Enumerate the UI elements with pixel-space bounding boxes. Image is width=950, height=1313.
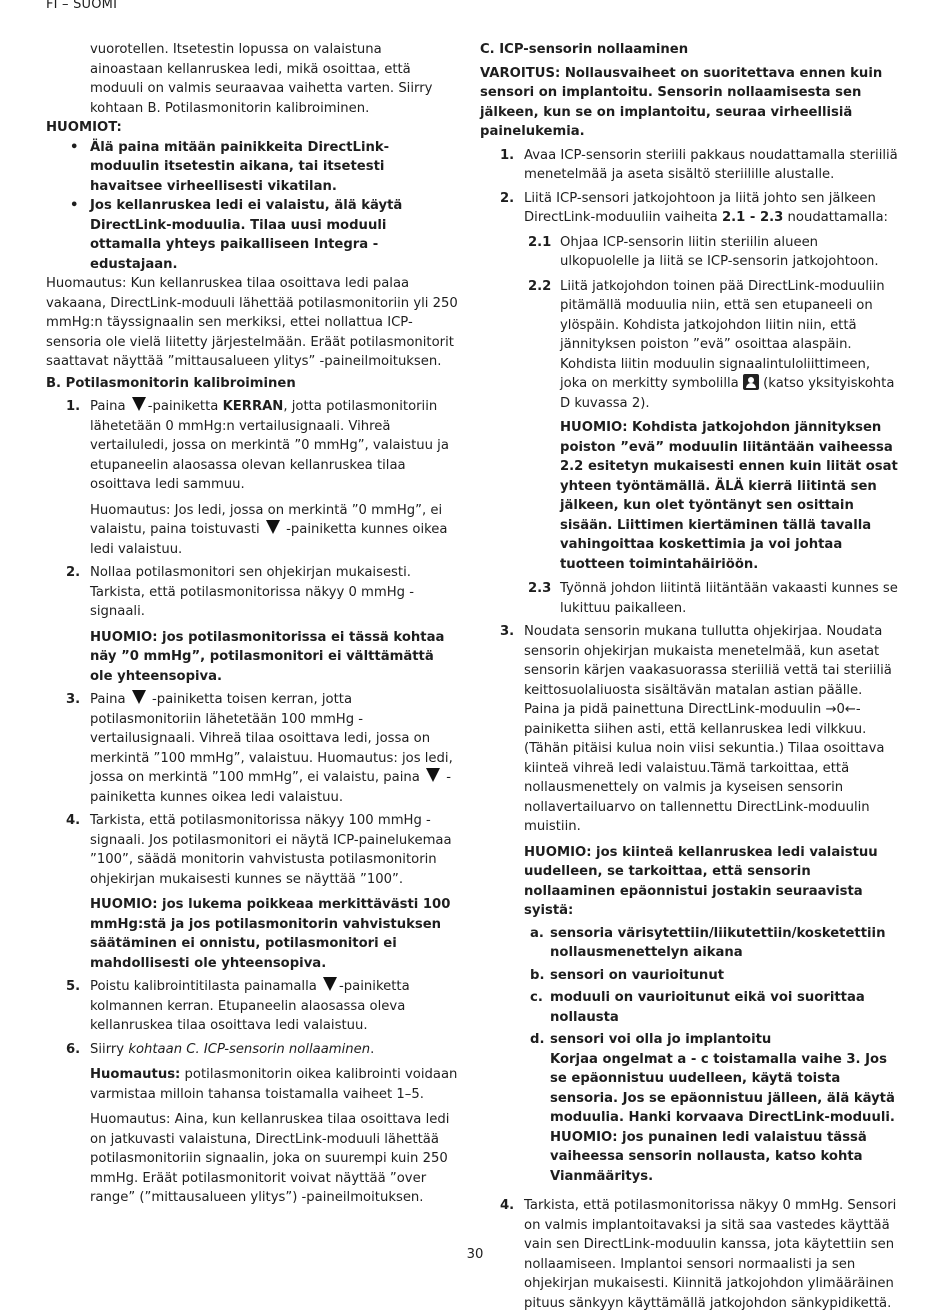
page-number: 30 xyxy=(466,1247,484,1262)
step-text: -painiketta siihen asti, että kellanruskea ledi vilkkuu. (Tähän pitäisi kulua noin viisi sekuntia.) Tilaa osoittava kiinteä vihreä ledi valaistuu.Tämä tarkoittaa, että nollausmenettely on valmis ja kyseisen sensorin nollavertailuarvo on tallennettu DirectLink-moduulin muistiin. xyxy=(524,702,885,834)
reason-text: moduuli on vaurioitunut eikä voi suorittaa nollausta xyxy=(550,990,865,1025)
step-c2-3 xyxy=(480,579,900,618)
failure-reason-d xyxy=(480,1030,900,1186)
step-c2-2-warning: HUOMIO: Kohdista jatkojohdon jännityksen poiston ”evä” moduulin liitäntään vaiheessa 2.2 esitetyn mukaisesti ennen kuin liität osat yhteen työntämällä. ÄLÄ kierrä liitintä sen jälkeen, kun olet työntänyt sen osittain sisään. Liittimen kiertäminen tällä tavalla vahingoittaa koskettimia ja voi johtaa tuotteen toimintahäiriöön. xyxy=(560,420,898,572)
note-label: Huomautus: xyxy=(90,1067,181,1082)
step-number: 2. xyxy=(66,565,81,580)
note-text: -painiketta kunnes oikea ledi valaistuu. xyxy=(90,522,448,557)
reason-text: sensori on vaurioitunut xyxy=(550,967,725,983)
substep-number: 2.3 xyxy=(528,581,552,596)
step-number: 4. xyxy=(500,1198,515,1213)
reason-text: sensori voi olla jo implantoitu xyxy=(550,1032,772,1047)
step-b6-note-2: Huomautus: Aina, kun kellanruskea tilaa osoittava ledi on jatkuvasti valaistuna, DirectLink-moduuli lähettää potilasmonitoriin signaalin, joka on suurempi kuin 250 mmHg. Eräät potilasmonitorit voivat näyttää ”over range” (”mittausalueen ylitys”) -paineilmoituksen. xyxy=(90,1112,450,1205)
step-number: 1. xyxy=(66,399,81,414)
note-text: potilasmonitorin oikea kalibrointi voidaan varmistaa milloin tahansa toistamalla vaiheet 1–5. xyxy=(90,1067,458,1102)
step-number: 2. xyxy=(500,190,515,206)
step-text: Siirry xyxy=(90,1041,125,1057)
failure-reason-c xyxy=(480,988,900,1027)
step-emphasis: 2.1 - 2.3 xyxy=(721,210,784,225)
intro-paragraph: vuorotellen. Itsetestin lopussa on valaistuna ainoastaan kellanruskea ledi, mikä osoittaa, että moduuli on valmis seuraavaa vaihetta varten. Siirry kohtaan B. Potilasmonitorin kalibroiminen. xyxy=(90,42,433,116)
down-arrow-button-icon xyxy=(132,690,146,704)
step-b2-warning: HUOMIO: jos potilasmonitorissa ei tässä kohtaa näy ”0 mmHg”, potilasmonitori ei välttämättä ole yhteensopiva. xyxy=(90,629,445,684)
step-text: Työnnä johdon liitintä liitäntään vakaasti kunnes se lukittuu paikalleen. xyxy=(560,581,898,616)
step-b1 xyxy=(46,397,458,495)
step-text: Paina xyxy=(90,399,126,414)
reason-text: sensoria värisytettiin/liikutettiin/kosketettiin nollausmenettelyn aikana xyxy=(550,925,886,960)
step-text: Ohjaa ICP-sensorin liitin steriilin alueen ulkopuolelle ja liitä se ICP-sensorin jatkojohtoon. xyxy=(560,234,879,269)
step-number: 1. xyxy=(500,147,515,163)
failure-reason-a xyxy=(480,924,900,963)
down-arrow-button-icon xyxy=(426,768,440,782)
reason-d-instructions: Korjaa ongelmat a - c toistamalla vaihe 3. Jos se epäonnistuu uudelleen, käytä toista sensoria. Jos se epäonnistuu jälleen, älä käytä moduulia. Hanki korvaava DirectLink-moduuli. xyxy=(550,1051,895,1125)
section-link-text: kohtaan C. ICP-sensorin nollaaminen xyxy=(128,1041,371,1057)
step-b5 xyxy=(46,977,458,1036)
step-text: Poistu kalibrointitilasta painamalla xyxy=(90,979,317,994)
down-arrow-button-icon xyxy=(323,977,337,991)
reason-d-warning: HUOMIO: jos punainen ledi valaistuu tässä vaiheessa sensorin nollausta, katso kohta Vianmääritys. xyxy=(550,1129,867,1184)
sensor-connector-symbol-icon xyxy=(743,374,759,390)
step-c2-1 xyxy=(480,233,900,272)
step-text: Noudata sensorin mukana tullutta ohjekirjaa. Noudata sensorin ohjekirjan mukaista menetelmää, kun asetat sensorin kärjen vaakasuorassa steriiliä vettä tai steriiliä keittosuolaliuosta sisältävän matalan astian päälle. Paina ja pidä painettuna DirectLink-moduulin xyxy=(524,624,892,717)
section-c-heading: C. ICP-sensorin nollaaminen xyxy=(480,42,689,57)
step-text: Paina xyxy=(90,692,126,707)
zero-button-icon: →0← xyxy=(825,702,856,717)
step-text: -painiketta kunnes oikea ledi valaistuu. xyxy=(90,770,452,805)
step-text: Liitä ICP-sensori jatkojohtoon ja liitä johto sen jälkeen DirectLink-moduuliin vaiheita xyxy=(524,190,876,225)
step-number: 4. xyxy=(66,813,81,828)
step-c3-warning: HUOMIO: jos kiinteä kellanruskea ledi valaistuu uudelleen, se tarkoittaa, että sensorin nollaaminen epäonnistui jostakin seuraavista syistä: xyxy=(524,844,878,918)
right-column xyxy=(480,40,900,1313)
step-text: (katso yksityiskohta D kuvassa 2). xyxy=(560,376,895,411)
step-number: 3. xyxy=(500,624,515,639)
step-text: Tarkista, että potilasmonitorissa näkyy 0 mmHg. Sensori on valmis implantoitavaksi ja sitä saa vastedes käyttää vain sen DirectLink-moduulin kanssa, jota käytettiin sen nollaamiseen. Implantoi sensori normaalisti ja sen ohjekirjan mukaisesti. Kiinnitä jatkojohdon ylimääräinen pituus sänkyyn käyttämällä jatkojohdon sänkypidikettä. xyxy=(524,1198,897,1311)
step-b6-note-1 xyxy=(46,1065,458,1104)
step-text: Avaa ICP-sensorin steriili pakkaus noudattamalla steriiliä menetelmää ja aseta sisältö steriilille alustalle. xyxy=(524,147,898,182)
remark-paragraph: Huomautus: Kun kellanruskea tilaa osoittava ledi palaa vakaana, DirectLink-moduuli lähettää potilasmonitoriin yli 250 mmHg:n täyssignaalin sen merkiksi, ettei nollattua ICP-sensoria ole vielä liitetty järjestelmään. Eräät potilasmonitorit saattavat näyttää ”mittausalueen ylitys” -paineilmoituksen. xyxy=(46,276,458,369)
step-text: Nollaa potilasmonitori sen ohjekirjan mukaisesti. Tarkista, että potilasmonitorissa näkyy 0 mmHg -signaali. xyxy=(90,565,414,619)
substep-number: 2.1 xyxy=(528,234,552,250)
step-b2 xyxy=(46,563,458,622)
notes-title: HUOMIOT: xyxy=(46,120,122,135)
step-c3 xyxy=(480,622,900,837)
substep-number: 2.2 xyxy=(528,278,552,294)
page-header: FI – SUOMI xyxy=(46,0,118,12)
section-b-heading: B. Potilasmonitorin kalibroiminen xyxy=(46,375,296,391)
left-column xyxy=(46,40,458,1208)
step-number: 6. xyxy=(66,1041,81,1057)
step-text: noudattamalla: xyxy=(787,210,888,225)
step-b4-warning: HUOMIO: jos lukema poikkeaa merkittävästi 100 mmHg:stä ja jos potilasmonitorin vahvistuksen säätäminen ei onnistu, potilasmonitori ei mahdollisesti ole yhteensopiva. xyxy=(90,897,451,971)
warning-paragraph: VAROITUS: Nollausvaiheet on suoritettava ennen kuin sensori on implantoitu. Sensorin nollaamisesta sen jälkeen, kun se on implantoitu, seuraa virheellisiä painelukemia. xyxy=(480,65,883,139)
reason-letter: a. xyxy=(530,925,544,941)
reason-letter: d. xyxy=(530,1032,545,1047)
note-bullet-1: • Älä paina mitään painikkeita DirectLink-moduulin itsetestin aikana, tai itsetesti havaitsee virheellisesti vikatilan. xyxy=(46,138,458,197)
step-b1-note xyxy=(46,501,458,560)
step-text: -painiketta xyxy=(147,399,219,414)
step-text: . xyxy=(370,1041,375,1057)
reason-letter: c. xyxy=(530,990,543,1005)
step-number: 3. xyxy=(66,692,81,707)
step-c1 xyxy=(480,146,900,185)
step-text: Liitä jatkojohdon toinen pää DirectLink-moduuliin pitämällä moduulia niin, että sen etupaneeli on ylöspäin. Kohdista jatkojohdon liitin niin, että jännityksen poiston ”evä” osoittaa alaspäin. Kohdista liitin moduulin signaalintuloliittimeen, joka on merkitty symbolilla xyxy=(560,278,885,391)
step-number: 5. xyxy=(66,979,81,994)
step-text: Tarkista, että potilasmonitorissa näkyy 100 mmHg -signaali. Jos potilasmonitori ei näytä ICP-painelukemaa ”100”, säädä monitorin vahvistusta potilasmonitorin ohjekirjan mukaisesti kunnes se näyttää ”100”. xyxy=(90,813,452,887)
step-b3 xyxy=(46,690,458,807)
failure-reason-b xyxy=(480,966,900,986)
step-b4 xyxy=(46,811,458,889)
step-text: , jotta potilasmonitoriin lähetetään 0 mmHg:n vertailusignaali. Vihreä vertailuledi, jossa on merkintä ”0 mmHg”, valaistuu ja etupaneelin alaosassa olevan kellanruskea tilaa osoittava ledi sammuu. xyxy=(90,399,449,492)
step-b6 xyxy=(46,1040,458,1060)
reason-letter: b. xyxy=(530,967,545,983)
step-emphasis: KERRAN xyxy=(222,399,284,414)
note-bullet-2: • Jos kellanruskea ledi ei valaistu, älä käytä DirectLink-moduulia. Tilaa uusi moduuli ottamalla yhteys paikalliseen Integra -edustajaan. xyxy=(46,196,458,274)
down-arrow-button-icon xyxy=(266,520,280,534)
down-arrow-button-icon xyxy=(132,397,146,411)
step-text: -painiketta kolmannen kerran. Etupaneelin alaosassa oleva kellanruskea tilaa osoittava ledi valaistuu. xyxy=(90,979,410,1033)
note-text: Huomautus: Jos ledi, jossa on merkintä ”0 mmHg”, ei valaistu, paina toistuvasti xyxy=(90,502,443,537)
step-text: -painiketta toisen kerran, jotta potilasmonitoriin lähetetään 100 mmHg -vertailusignaali. Vihreä tilaa osoittava ledi, jossa on merkintä ”100 mmHg”, valaistuu. Huomautus: jos ledi, jossa on merkintä ”100 mmHg”, ei valaistu, paina xyxy=(90,692,453,785)
step-c2 xyxy=(480,189,900,228)
step-c2-2 xyxy=(480,277,900,414)
